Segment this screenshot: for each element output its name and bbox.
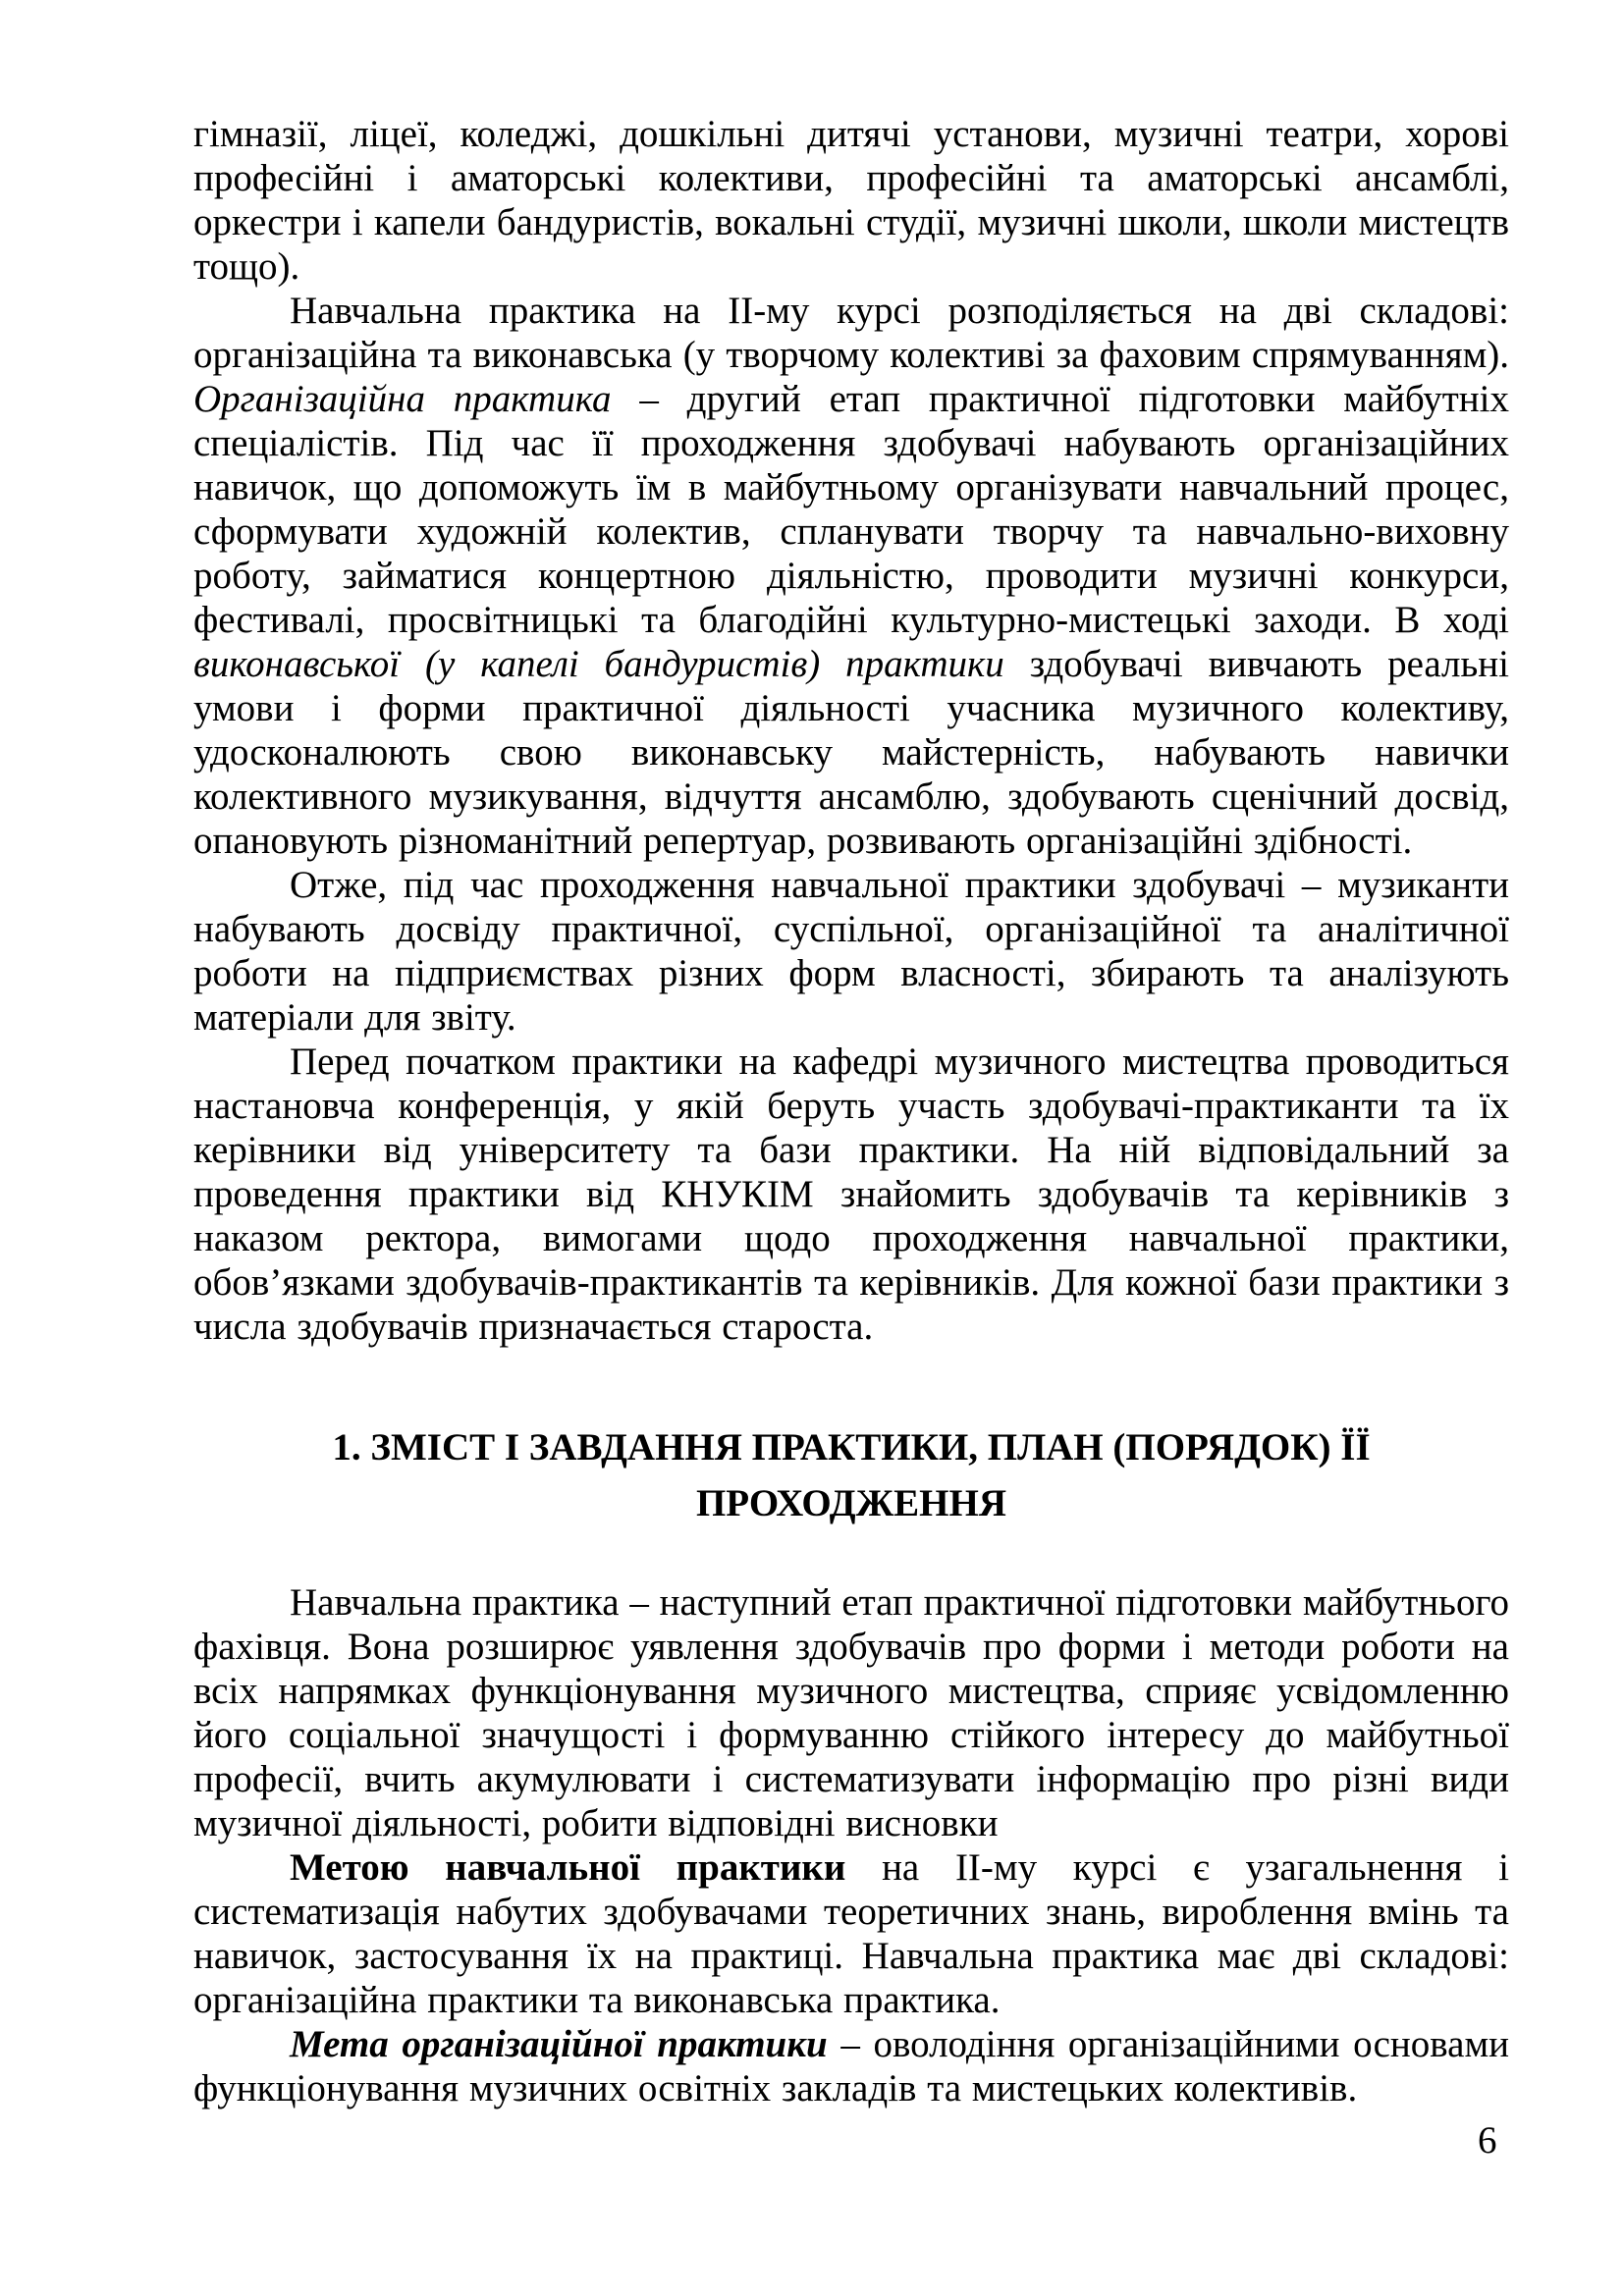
text-segment: Навчальна практика на ІІ-му курсі розподіляється на дві складові: організаційна та виконавська (у творчому колективі за фаховим спрямуванням). [193,290,1509,376]
text-segment: гімназії, ліцеї, коледжі, дошкільні дитячі установи, музичні театри, хорові професійні і аматорські колективи, професійні та аматорські ансамблі, оркестри і капели бандуристів, вокальні студії, музичні школи, школи мистецтв тощо). [193,113,1509,288]
paragraph-organizational-goal [193,2022,1509,2110]
text-segment: здобувачі вивчають реальні умови і форми практичної діяльності учасника музичного колективу, удосконалюють свою виконавську майстерність, набувають навички колективного музикування, відчуття ансамблю, здобувають сценічний досвід, опановують різноманітний репертуар, розвивають організаційні здібності. [193,643,1510,862]
paragraph-training-practice-structure [193,289,1509,863]
paragraph-practice-goal [193,1845,1509,2022]
paragraph-orientation-conference [193,1040,1509,1349]
text-segment: Навчальна практика – наступний етап практичної підготовки майбутнього фахівця. Вона розширює уявлення здобувачів про форми і методи роботи на всіх напрямках функціонування музичного мистецтва, сприяє усвідомленню його соціальної значущості і формуванню стійкого інтересу до майбутньої професії, вчить акумулювати і систематизувати інформацію про різні види музичної діяльності, робити відповідні висновки [193,1581,1509,1844]
text-segment: Перед початком практики на кафедрі музичного мистецтва проводиться настановча конференція, у якій беруть участь здобувачі-практиканти та їх керівники від університету та бази практики. На ній відповідальний за проведення практики від КНУКІМ знайомить здобувачів та керівників з наказом ректора, вимогами щодо проходження навчальної практики, обов’язками здобувачів-практикантів та керівників. Для кожної бази практики з числа здобувачів призначається староста. [193,1041,1509,1348]
paragraph-summary [193,863,1509,1040]
document-content [193,112,1509,2110]
text-segment-italic: виконавської (у капелі бандуристів) практики [193,643,1004,685]
section-heading: 1. ЗМІСТ І ЗАВДАННЯ ПРАКТИКИ, ПЛАН (ПОРЯДОК) ЇЇ ПРОХОДЖЕННЯ [332,1426,1371,1524]
paragraph-practice-purpose-intro [193,1580,1509,1845]
text-segment: Отже, під час проходження навчальної практики здобувачі – музиканти набувають досвіду практичної, суспільної, організаційної та аналітичної роботи на підприємствах різних форм власності, збирають та аналізують матеріали для звіту. [193,864,1509,1039]
text-segment-bold: Метою навчальної практики [290,1846,846,1889]
text-segment-bold-italic: Мета організаційної практики [290,2023,828,2065]
text-segment: – другий етап практичної підготовки майбутніх спеціалістів. Під час її проходження здобувачі набувають організаційних навичок, що допоможуть їм в майбутньому організувати навчальний процес, сформувати художній колектив, спланувати творчу та навчально-виховну роботу, займатися концертною діяльністю, проводити музичні конкурси, фестивалі, просвітницькі та благодійні культурно-мистецькі заходи. В ході [193,378,1509,641]
paragraph-continuation [193,112,1509,289]
text-segment-italic: Організаційна практика [193,378,612,420]
text-segment: – оволодіння організаційними основами функціонування музичних освітніх закладів та мистецьких колективів. [193,2023,1510,2109]
page-number: 6 [1478,2119,1497,2162]
text-segment: на ІІ-му курсі є узагальнення і систематизація набутих здобувачами теоретичних знань, вироблення вмінь та навичок, застосування їх на практиці. Навчальна практика має дві складові: організаційна практики та виконавська практика. [193,1846,1509,2021]
